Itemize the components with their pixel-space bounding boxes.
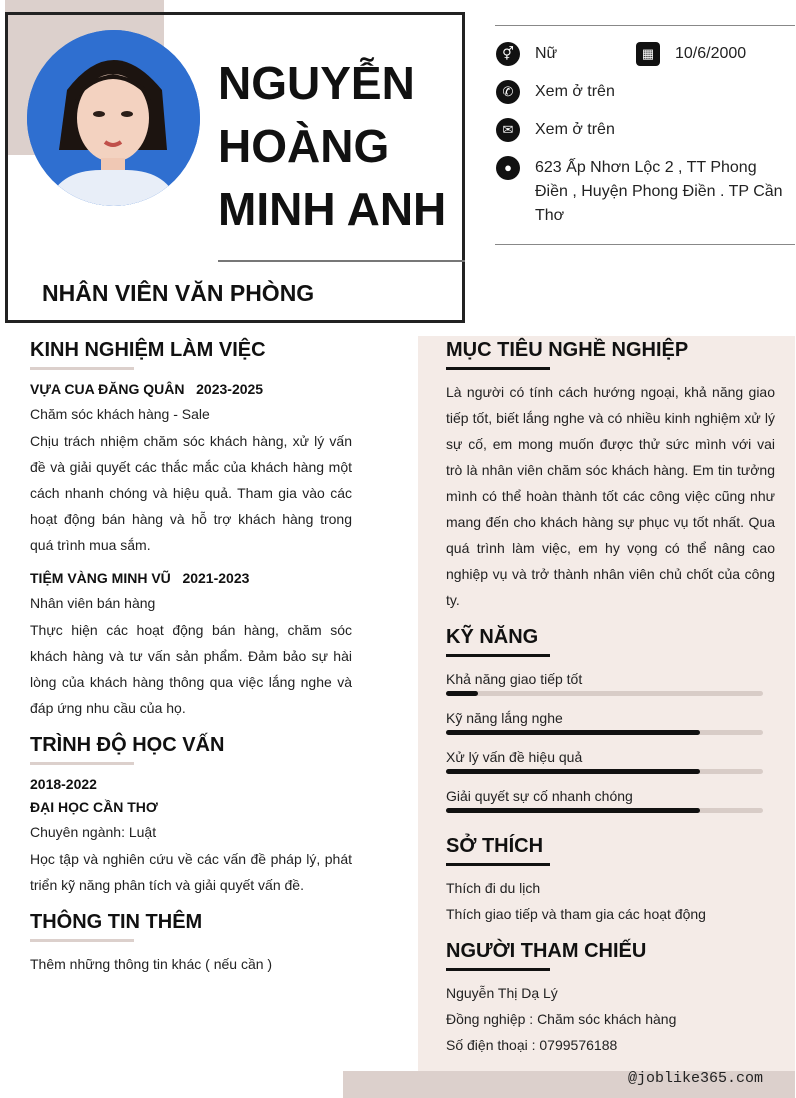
skill-4-bar (446, 808, 763, 813)
name-divider (218, 260, 465, 262)
education-title: TRÌNH ĐỘ HỌC VẤN (30, 734, 225, 756)
reference-underline (446, 968, 550, 971)
reference-name: Nguyễn Thị Dạ Lý (446, 985, 558, 1001)
skill-3-fill (446, 769, 700, 774)
skill-3-bar (446, 769, 763, 774)
job-2-heading (30, 570, 249, 586)
reference-relation: Đồng nghiệp : Chăm sóc khách hàng (446, 1011, 677, 1027)
job-2-company: TIỆM VÀNG MINH VŨ (30, 570, 171, 586)
gender-icon: ⚥ (496, 42, 520, 66)
email-text: Xem ở trên (535, 121, 615, 138)
more-info-text: Thêm những thông tin khác ( nếu cần ) (30, 956, 273, 972)
objective-title: MỤC TIÊU NGHỀ NGHIỆP (446, 339, 689, 361)
location-icon: ● (496, 156, 520, 180)
skill-1-fill (446, 691, 478, 696)
hobbies-title: SỞ THÍCH (446, 835, 544, 857)
email-icon: ✉ (496, 118, 520, 142)
job-1-position: Chăm sóc khách hàng - Sale (30, 406, 210, 422)
skills-title: KỸ NĂNG (446, 626, 539, 648)
skill-1-bar (446, 691, 763, 696)
job-2-years: 2021-2023 (182, 570, 250, 586)
contact-top-divider (495, 25, 795, 26)
more-info-title: THÔNG TIN THÊM (30, 911, 203, 933)
name-line-2: HOÀNG (218, 120, 390, 172)
skill-2-bar (446, 730, 763, 735)
reference-phone: Số điện thoại : 0799576188 (446, 1037, 618, 1053)
name-line-3: MINH ANH (218, 183, 447, 235)
watermark-text: @joblike365.com (628, 1070, 764, 1087)
job-title: NHÂN VIÊN VĂN PHÒNG (42, 280, 315, 306)
more-info-underline (30, 939, 134, 942)
education-underline (30, 762, 134, 765)
education-school: ĐẠI HỌC CẦN THƠ (30, 799, 158, 815)
gender-text: Nữ (535, 45, 558, 62)
education-description: Học tập và nghiên cứu về các vấn đề pháp lý, phát triển kỹ năng phân tích và giải quyết vấn đề. (30, 851, 352, 893)
skills-underline (446, 654, 550, 657)
job-1-company: VỰA CUA ĐĂNG QUÂN (30, 381, 185, 397)
hobby-1: Thích đi du lịch (446, 880, 541, 896)
contact-bottom-divider (495, 244, 795, 245)
education-years: 2018-2022 (30, 776, 97, 792)
job-1-heading (30, 381, 263, 397)
phone-text: Xem ở trên (535, 83, 615, 100)
hobby-2: Thích giao tiếp và tham gia các hoạt động (446, 906, 706, 922)
birthdate-text: 10/6/2000 (675, 45, 747, 62)
calendar-icon: ▦ (636, 42, 660, 66)
skill-2-label: Kỹ năng lắng nghe (446, 710, 563, 726)
objective-underline (446, 367, 550, 370)
address-text: 623 Ấp Nhơn Lộc 2 , TT Phong Điền , Huyện Phong Điền . TP Cần Thơ (535, 159, 783, 224)
objective-text: Là người có tính cách hướng ngoại, khả năng giao tiếp tốt, biết lắng nghe và có nhiều kinh nghiệm xử lý sự cố, em mong muốn được thử sức mình với vai trò là nhân viên chăm sóc khách hàng. Em tin tưởng mình có thể hoàn thành tốt các công việc cũng như mang đến cho khách hàng sự phục vụ tốt nhất. Qua quá trình làm việc, em hy vọng có thể nâng cao nghiệp vụ và trở thành nhân viên chủ chốt của công ty. (446, 384, 775, 608)
name-line-1: NGUYỄN (218, 57, 415, 109)
skill-4-label: Giải quyết sự cố nhanh chóng (446, 788, 633, 804)
job-1-years: 2023-2025 (196, 381, 264, 397)
job-2-position: Nhân viên bán hàng (30, 595, 156, 611)
skill-4-fill (446, 808, 700, 813)
skill-2-fill (446, 730, 700, 735)
experience-title: KINH NGHIỆM LÀM VIỆC (30, 339, 266, 361)
phone-icon: ✆ (496, 80, 520, 104)
profile-photo (27, 30, 200, 206)
hobbies-underline (446, 863, 550, 866)
experience-underline (30, 367, 134, 370)
job-2-description: Thực hiện các hoạt động bán hàng, chăm sóc khách hàng và tư vấn sản phẩm. Đảm bảo sự hài lòng của khách hàng thông qua việc lắng nghe và đáp ứng nhu cầu của họ. (30, 622, 352, 716)
skill-1-label: Khả năng giao tiếp tốt (446, 671, 583, 687)
skill-3-label: Xử lý vấn đề hiệu quả (446, 749, 583, 765)
education-major: Chuyên ngành: Luật (30, 824, 157, 840)
job-1-description: Chịu trách nhiệm chăm sóc khách hàng, xử lý vấn đề và giải quyết các thắc mắc của khách hàng một cách nhanh chóng và hiệu quả. Tham gia vào các hoạt động bán hàng và hỗ trợ khách hàng trong quá trình mua sắm. (30, 433, 352, 553)
reference-title: NGƯỜI THAM CHIẾU (446, 940, 647, 962)
full-name (218, 52, 463, 241)
